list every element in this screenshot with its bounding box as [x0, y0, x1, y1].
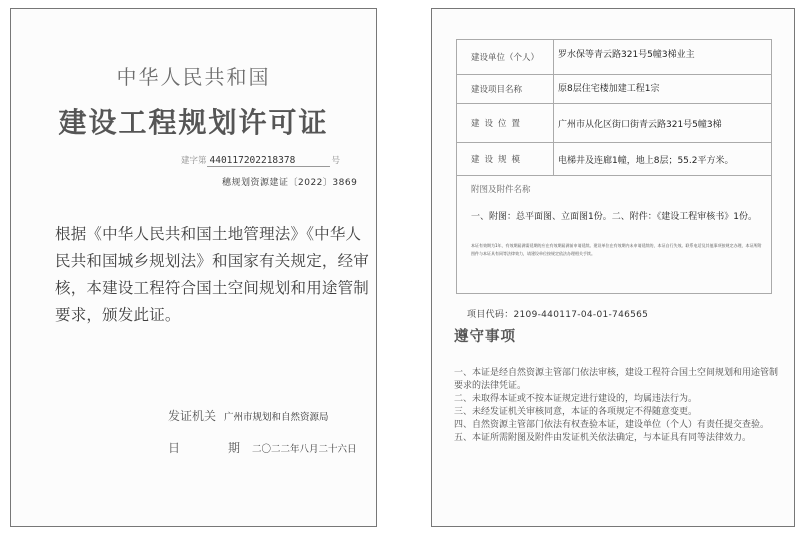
- issuing-authority: [168, 407, 329, 424]
- list-item: 三、未经发证机关审核同意，本证的各项规定不得随意变更。: [454, 407, 698, 417]
- issuer-label: 发证机关: [168, 409, 217, 423]
- country-name: 中华人民共和国: [116, 65, 271, 89]
- cert-prefix: 建字第: [181, 156, 207, 166]
- row-value: 广州市从化区街口街青云路321号5幢3梯: [558, 119, 722, 130]
- date-value: 二〇二二年八月二十六日: [252, 444, 357, 455]
- certificate-number: [181, 154, 340, 167]
- cert-suffix: 号: [331, 156, 341, 166]
- issuer-value: 广州市规划和自然资源局: [224, 412, 329, 423]
- permit-info-table: [456, 39, 772, 294]
- issue-date: [168, 439, 357, 456]
- table-row: [457, 75, 771, 104]
- row-label: 建设位置: [457, 104, 554, 142]
- list-item: 二、未取得本证或不按本证规定进行建设的，均属违法行为。: [454, 394, 698, 404]
- list-item: 五、本证所需附图及附件由发证机关依法确定，与本证具有同等法律效力。: [454, 433, 752, 443]
- row-label: 建设规模: [457, 143, 554, 175]
- certificate-reference: 穗规划资源建证〔2022〕3869: [222, 178, 358, 188]
- row-value: 原8层住宅楼加建工程1宗: [558, 84, 660, 94]
- list-item: 一、本证是经自然资源主管部门依法审核，建设工程符合国土空间规划和用途管制要求的法律凭证。: [454, 368, 779, 391]
- project-code: 项目代码：2109-440117-04-01-746565: [467, 310, 649, 320]
- attachments-text: 一、附图：总平面图、立面图1份。二、附件：《建设工程审核书》1份。: [471, 212, 757, 222]
- permit-detail-page: [431, 8, 795, 527]
- permit-title: 建设工程规划许可证: [58, 106, 329, 139]
- date-label: 日 期: [168, 441, 259, 455]
- rules-list: [454, 367, 782, 445]
- row-label: 建设单位（个人）: [457, 40, 554, 74]
- observe-title: 遵守事项: [454, 329, 516, 345]
- permit-cover-page: [10, 8, 377, 527]
- row-value: 电梯井及连廊1幢，地上8层；55.2平方米。: [558, 155, 734, 166]
- attachments-section: [457, 176, 771, 293]
- list-item: 四、自然资源主管部门依法有权查验本证，建设单位（个人）有责任提交查验。: [454, 420, 770, 430]
- row-value: 罗水保等青云路321号5幢3梯业主: [558, 50, 695, 60]
- row-label: 建设项目名称: [457, 75, 554, 103]
- permit-statement: 根据《中华人民共和国土地管理法》《中华人民共和国城乡规划法》和国家有关规定，经审核，本建设工程符合国土空间规划和用途管制要求，颁发此证。: [55, 225, 370, 324]
- table-row: [457, 104, 771, 143]
- attachments-title: 附图及附件名称: [471, 185, 531, 195]
- table-row: [457, 143, 771, 176]
- table-row: [457, 40, 771, 75]
- cert-number-value: 440117202218378: [207, 155, 330, 167]
- validity-note: 本证有效期为1年，有效期届满需延期的应在有效期届满前申请延续。建设单位在有效期内未申请延续的，本证自行失效。联系电话及其他事项按规定办理，本证所附图件与本证具有同等法律效力，请建设单位按规定依法办理相关手续。: [471, 243, 762, 256]
